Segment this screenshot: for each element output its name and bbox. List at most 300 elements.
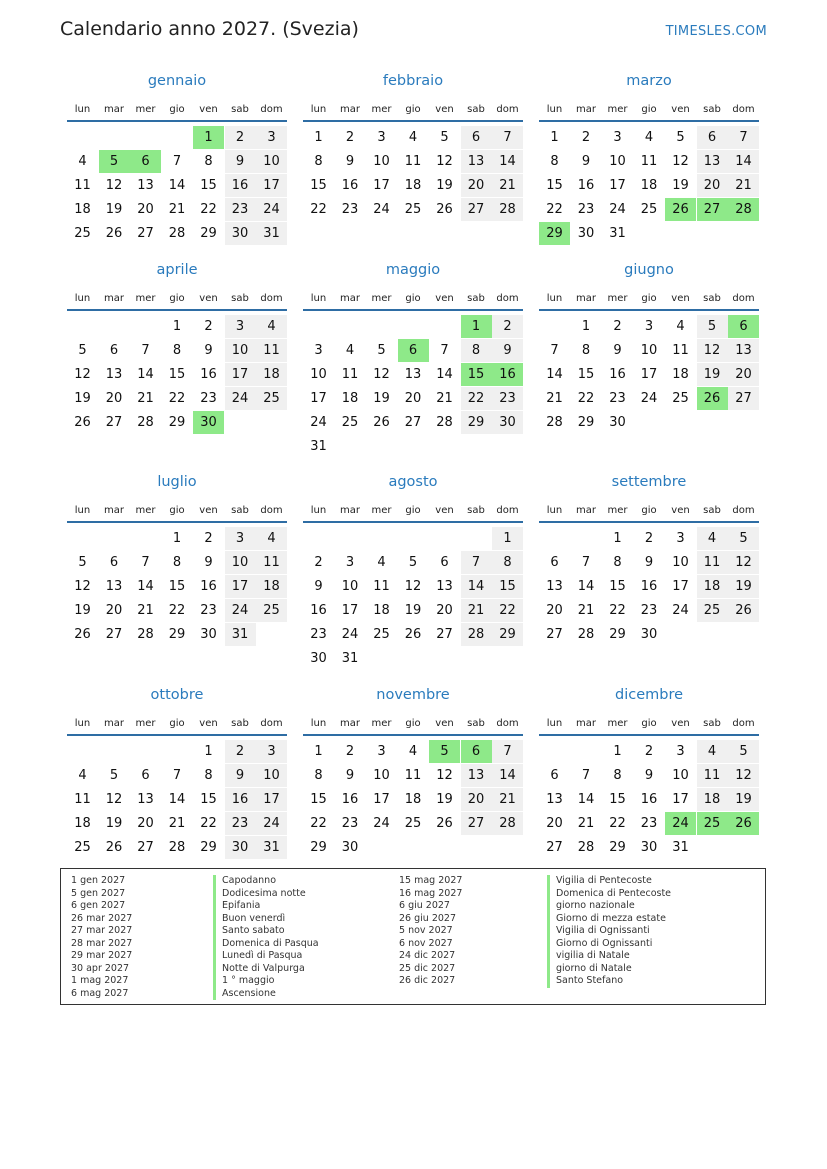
day-cell: 18 (640, 178, 658, 193)
month-name: ottobre (150, 687, 204, 703)
legend-holiday-name: giorno nazionale (547, 900, 671, 913)
month-name: marzo (626, 73, 672, 89)
day-cell: 28 (168, 226, 186, 241)
day-cell: 10 (373, 768, 390, 783)
day-cell: 7 (492, 126, 523, 149)
weekday-label: lun (74, 718, 91, 729)
day-cell: 26 (436, 816, 453, 831)
day-cell: 3 (345, 555, 355, 570)
day-cell: 31 (256, 836, 287, 859)
day-cell: 1 (613, 744, 622, 759)
day-cell: 1 (172, 531, 182, 546)
day-cell: 27 (404, 415, 422, 430)
day-cell: 10 (256, 764, 287, 787)
day-cell: 17 (256, 788, 287, 811)
day-cell: 16 (200, 579, 217, 594)
day-cell: 11 (74, 178, 91, 193)
day-cell: 1 (314, 744, 323, 759)
day-cell: 20 (137, 816, 154, 831)
month-header-rule (67, 120, 287, 122)
month-header-rule (539, 120, 759, 122)
day-cell: 24 (665, 812, 696, 835)
day-cell: 17 (640, 367, 658, 382)
day-cell: 8 (204, 768, 213, 783)
day-cell: 24 (609, 202, 626, 217)
day-cell: 2 (225, 740, 256, 763)
day-cell: 3 (225, 315, 256, 338)
day-cell: 3 (676, 531, 685, 546)
legend-holiday-name: Epifania (213, 900, 319, 913)
day-cell: 11 (672, 343, 689, 358)
weekday-label: lun (546, 718, 563, 729)
day-cell: 24 (341, 627, 359, 642)
legend-holiday-name: Domenica di Pentecoste (547, 888, 671, 901)
day-cell: 23 (640, 816, 658, 831)
day-cell: 5 (78, 343, 87, 358)
day-cell: 17 (672, 579, 689, 594)
weekday-label: dom (732, 505, 755, 516)
day-cell: 29 (609, 627, 626, 642)
month-name: luglio (157, 474, 197, 490)
day-cell: 9 (314, 579, 323, 594)
day-cell: 4 (697, 527, 728, 550)
weekday-label: gio (169, 104, 185, 115)
weekday-label: lun (546, 293, 563, 304)
month-header-rule (303, 521, 523, 523)
day-cell: 16 (640, 792, 658, 807)
day-cell: 17 (225, 363, 256, 386)
day-cell: 6 (109, 343, 119, 358)
day-cell: 28 (577, 840, 595, 855)
weekday-label: dom (496, 718, 519, 729)
day-cell: 4 (256, 315, 287, 338)
day-cell: 11 (256, 339, 287, 362)
day-cell: 18 (74, 202, 91, 217)
day-cell: 27 (137, 840, 154, 855)
legend-date: 27 mar 2027 (71, 925, 133, 936)
day-cell: 29 (461, 411, 492, 434)
month-header-rule (303, 734, 523, 736)
day-cell: 20 (105, 603, 123, 618)
day-cell: 11 (640, 154, 658, 169)
day-cell: 6 (130, 150, 161, 173)
day-cell: 25 (404, 202, 422, 217)
month-header-rule (539, 309, 759, 311)
day-cell: 19 (672, 178, 689, 193)
weekday-label: gio (405, 718, 421, 729)
weekday-label: mer (607, 293, 628, 304)
day-cell: 3 (256, 126, 287, 149)
page-title: Calendario anno 2027. (Svezia) (60, 18, 359, 40)
day-cell: 6 (398, 339, 429, 362)
day-cell: 21 (728, 174, 759, 197)
day-cell: 30 (640, 627, 658, 642)
day-cell: 7 (728, 126, 759, 149)
day-cell: 16 (200, 367, 217, 382)
day-cell: 6 (697, 126, 728, 149)
day-cell: 6 (440, 555, 449, 570)
day-cell: 4 (345, 343, 355, 358)
day-cell: 23 (609, 391, 626, 406)
day-cell: 9 (225, 764, 256, 787)
day-cell: 17 (672, 792, 689, 807)
month-name: gennaio (147, 73, 207, 89)
day-cell: 18 (74, 816, 91, 831)
weekday-label: mer (135, 505, 156, 516)
weekday-label: ven (199, 505, 218, 516)
day-cell: 22 (310, 816, 327, 831)
day-cell: 19 (74, 391, 91, 406)
day-cell: 18 (373, 603, 390, 618)
weekday-label: gio (641, 505, 657, 516)
weekday-label: mar (104, 293, 124, 304)
day-cell: 5 (408, 555, 418, 570)
weekday-label: lun (310, 505, 327, 516)
day-cell: 13 (137, 178, 154, 193)
day-cell: 6 (550, 555, 559, 570)
day-cell: 31 (672, 840, 689, 855)
day-cell: 27 (137, 226, 154, 241)
weekday-label: dom (260, 505, 283, 516)
day-cell: 14 (728, 150, 759, 173)
day-cell: 13 (546, 579, 563, 594)
day-cell: 22 (609, 603, 626, 618)
weekday-label: sab (703, 293, 721, 304)
day-cell: 25 (256, 387, 287, 410)
day-cell: 28 (436, 415, 453, 430)
day-cell: 20 (436, 603, 453, 618)
day-cell: 18 (697, 575, 728, 598)
day-cell: 30 (577, 226, 595, 241)
weekday-label: sab (467, 293, 485, 304)
day-cell: 8 (461, 339, 492, 362)
day-cell: 15 (200, 178, 217, 193)
day-cell: 9 (225, 150, 256, 173)
day-cell: 25 (341, 415, 359, 430)
day-cell: 20 (546, 603, 563, 618)
day-cell: 26 (74, 627, 91, 642)
day-cell: 16 (310, 603, 327, 618)
day-cell: 17 (256, 174, 287, 197)
day-cell: 13 (697, 150, 728, 173)
day-cell: 9 (204, 343, 213, 358)
legend-date: 1 gen 2027 (71, 875, 126, 886)
day-cell: 18 (672, 367, 689, 382)
day-cell: 25 (640, 202, 658, 217)
day-cell: 12 (697, 339, 728, 362)
legend-date: 26 giu 2027 (399, 912, 456, 924)
day-cell: 29 (539, 222, 570, 245)
legend-holiday-name: 1 ° maggio (213, 975, 319, 988)
day-cell: 17 (609, 178, 626, 193)
day-cell: 16 (341, 792, 359, 807)
weekday-label: sab (231, 104, 249, 115)
day-cell: 16 (640, 579, 658, 594)
day-cell: 18 (341, 391, 359, 406)
day-cell: 9 (345, 768, 355, 783)
day-cell: 8 (172, 343, 182, 358)
weekday-label: mer (371, 505, 392, 516)
day-cell: 23 (492, 387, 523, 410)
day-cell: 10 (672, 768, 689, 783)
day-cell: 7 (581, 768, 591, 783)
day-cell: 20 (404, 391, 422, 406)
day-cell: 22 (200, 816, 217, 831)
month-name: giugno (624, 262, 674, 278)
day-cell: 19 (728, 575, 759, 598)
weekday-label: gio (169, 718, 185, 729)
weekday-label: mar (104, 104, 124, 115)
day-cell: 29 (200, 226, 217, 241)
day-cell: 21 (577, 603, 595, 618)
weekday-label: mar (104, 505, 124, 516)
weekday-label: sab (703, 104, 721, 115)
day-cell: 11 (74, 792, 91, 807)
day-cell: 3 (225, 527, 256, 550)
weekday-label: mer (607, 505, 628, 516)
day-cell: 30 (640, 840, 658, 855)
day-cell: 22 (546, 202, 563, 217)
weekday-label: mar (340, 293, 360, 304)
legend-date: 30 apr 2027 (71, 962, 130, 974)
brand-link[interactable]: TIMESLES.COM (665, 24, 767, 39)
day-cell: 1 (550, 130, 559, 145)
day-cell: 2 (345, 130, 355, 145)
day-cell: 12 (436, 154, 453, 169)
weekday-label: sab (703, 505, 721, 516)
legend-date: 6 nov 2027 (399, 937, 453, 949)
day-cell: 20 (461, 174, 492, 197)
day-cell: 2 (644, 531, 654, 546)
day-cell: 21 (492, 788, 523, 811)
day-cell: 3 (676, 744, 685, 759)
weekday-label: sab (231, 293, 249, 304)
day-cell: 4 (644, 130, 654, 145)
weekday-label: ven (199, 104, 218, 115)
day-cell: 4 (676, 319, 685, 334)
weekday-label: mar (340, 104, 360, 115)
day-cell: 5 (728, 740, 759, 763)
weekday-label: lun (546, 505, 563, 516)
day-cell: 28 (492, 812, 523, 835)
day-cell: 20 (137, 202, 154, 217)
day-cell: 20 (546, 816, 563, 831)
weekday-label: ven (435, 104, 454, 115)
day-cell: 8 (613, 768, 622, 783)
day-cell: 31 (225, 623, 256, 646)
weekday-label: sab (467, 104, 485, 115)
day-cell: 27 (546, 627, 563, 642)
weekday-label: ven (671, 104, 690, 115)
day-cell: 1 (204, 744, 213, 759)
weekday-label: gio (641, 104, 657, 115)
weekday-label: dom (496, 104, 519, 115)
day-cell: 16 (225, 174, 256, 197)
day-cell: 29 (577, 415, 595, 430)
day-cell: 1 (581, 319, 591, 334)
day-cell: 5 (697, 315, 728, 338)
legend-holiday-name: Santo Stefano (547, 975, 671, 988)
day-cell: 19 (404, 603, 422, 618)
day-cell: 30 (310, 651, 327, 666)
day-cell: 14 (492, 150, 523, 173)
day-cell: 19 (373, 391, 390, 406)
day-cell: 16 (341, 178, 359, 193)
month-header-rule (303, 309, 523, 311)
day-cell: 5 (377, 343, 386, 358)
legend-date: 6 gen 2027 (71, 900, 126, 911)
day-cell: 26 (665, 198, 696, 221)
day-cell: 15 (577, 367, 595, 382)
day-cell: 22 (168, 603, 186, 618)
day-cell: 26 (728, 812, 759, 835)
weekday-label: mar (576, 104, 596, 115)
day-cell: 25 (74, 840, 91, 855)
day-cell: 7 (141, 343, 150, 358)
day-cell: 7 (581, 555, 591, 570)
weekday-label: ven (435, 505, 454, 516)
day-cell: 11 (256, 551, 287, 574)
day-cell: 29 (609, 840, 626, 855)
day-cell: 3 (613, 130, 622, 145)
day-cell: 24 (225, 387, 256, 410)
day-cell: 30 (200, 627, 217, 642)
day-cell: 26 (74, 415, 91, 430)
day-cell: 19 (728, 788, 759, 811)
weekday-label: ven (435, 293, 454, 304)
month-header-rule (303, 120, 523, 122)
legend-holiday-name: vigilia di Natale (547, 950, 671, 963)
day-cell: 25 (672, 391, 689, 406)
day-cell: 4 (256, 527, 287, 550)
weekday-label: mer (135, 718, 156, 729)
day-cell: 15 (310, 178, 327, 193)
day-cell: 9 (204, 555, 213, 570)
day-cell: 23 (341, 202, 359, 217)
weekday-label: mar (340, 505, 360, 516)
weekday-label: lun (310, 718, 327, 729)
day-cell: 30 (341, 840, 359, 855)
day-cell: 13 (461, 150, 492, 173)
weekday-label: gio (641, 718, 657, 729)
legend-date: 25 dic 2027 (399, 962, 456, 974)
day-cell: 31 (310, 439, 327, 454)
day-cell: 17 (310, 391, 327, 406)
day-cell: 28 (728, 198, 759, 221)
day-cell: 1 (613, 531, 622, 546)
day-cell: 14 (577, 579, 595, 594)
day-cell: 12 (672, 154, 689, 169)
legend-date: 6 giu 2027 (399, 900, 450, 911)
holiday-legend (60, 868, 766, 1005)
day-cell: 10 (310, 367, 327, 382)
day-cell: 23 (577, 202, 595, 217)
day-cell: 12 (105, 178, 123, 193)
weekday-label: dom (732, 293, 755, 304)
day-cell: 17 (373, 792, 390, 807)
day-cell: 3 (377, 130, 386, 145)
legend-holiday-name: Santo sabato (213, 925, 319, 938)
day-cell: 28 (492, 198, 523, 221)
legend-holiday-name: giorno di Natale (547, 963, 671, 976)
day-cell: 16 (492, 363, 523, 386)
legend-date: 6 mag 2027 (71, 987, 129, 999)
day-cell: 3 (256, 740, 287, 763)
day-cell: 3 (644, 319, 654, 334)
day-cell: 22 (577, 391, 595, 406)
day-cell: 10 (609, 154, 626, 169)
legend-date: 28 mar 2027 (71, 937, 133, 949)
day-cell: 3 (314, 343, 323, 358)
day-cell: 26 (436, 202, 453, 217)
day-cell: 5 (728, 527, 759, 550)
day-cell: 23 (341, 816, 359, 831)
weekday-label: ven (671, 293, 690, 304)
legend-date: 24 dic 2027 (399, 950, 456, 961)
day-cell: 25 (697, 812, 728, 835)
day-cell: 21 (492, 174, 523, 197)
day-cell: 21 (168, 816, 186, 831)
day-cell: 1 (172, 319, 182, 334)
day-cell: 21 (137, 391, 154, 406)
legend-holiday-name: Ascensione (213, 988, 319, 1001)
day-cell: 13 (404, 367, 422, 382)
day-cell: 28 (461, 623, 492, 646)
day-cell: 15 (310, 792, 327, 807)
day-cell: 15 (168, 579, 186, 594)
day-cell: 27 (461, 812, 492, 835)
day-cell: 27 (697, 198, 728, 221)
day-cell: 6 (141, 768, 150, 783)
day-cell: 11 (697, 764, 728, 787)
day-cell: 14 (546, 367, 563, 382)
day-cell: 7 (141, 555, 150, 570)
day-cell: 10 (341, 579, 359, 594)
day-cell: 14 (492, 764, 523, 787)
weekday-label: mer (371, 293, 392, 304)
day-cell: 12 (436, 768, 453, 783)
day-cell: 6 (461, 740, 492, 763)
day-cell: 6 (461, 126, 492, 149)
weekday-label: gio (169, 505, 185, 516)
day-cell: 8 (492, 551, 523, 574)
weekday-label: mar (104, 718, 124, 729)
day-cell: 6 (550, 768, 559, 783)
legend-holiday-name: Notte di Valpurga (213, 963, 319, 976)
weekday-label: mar (576, 505, 596, 516)
day-cell: 14 (436, 367, 453, 382)
weekday-label: gio (169, 293, 185, 304)
day-cell: 15 (200, 792, 217, 807)
day-cell: 29 (310, 840, 327, 855)
month-name: febbraio (382, 73, 444, 89)
weekday-label: dom (260, 293, 283, 304)
day-cell: 4 (377, 555, 386, 570)
weekday-label: sab (231, 505, 249, 516)
day-cell: 2 (204, 319, 213, 334)
weekday-label: dom (496, 505, 519, 516)
day-cell: 10 (225, 339, 256, 362)
day-cell: 30 (609, 415, 626, 430)
day-cell: 29 (168, 627, 186, 642)
day-cell: 7 (172, 768, 182, 783)
day-cell: 5 (440, 130, 449, 145)
day-cell: 14 (137, 367, 154, 382)
weekday-label: mer (371, 718, 392, 729)
day-cell: 15 (168, 367, 186, 382)
weekday-label: sab (467, 505, 485, 516)
day-cell: 7 (461, 551, 492, 574)
